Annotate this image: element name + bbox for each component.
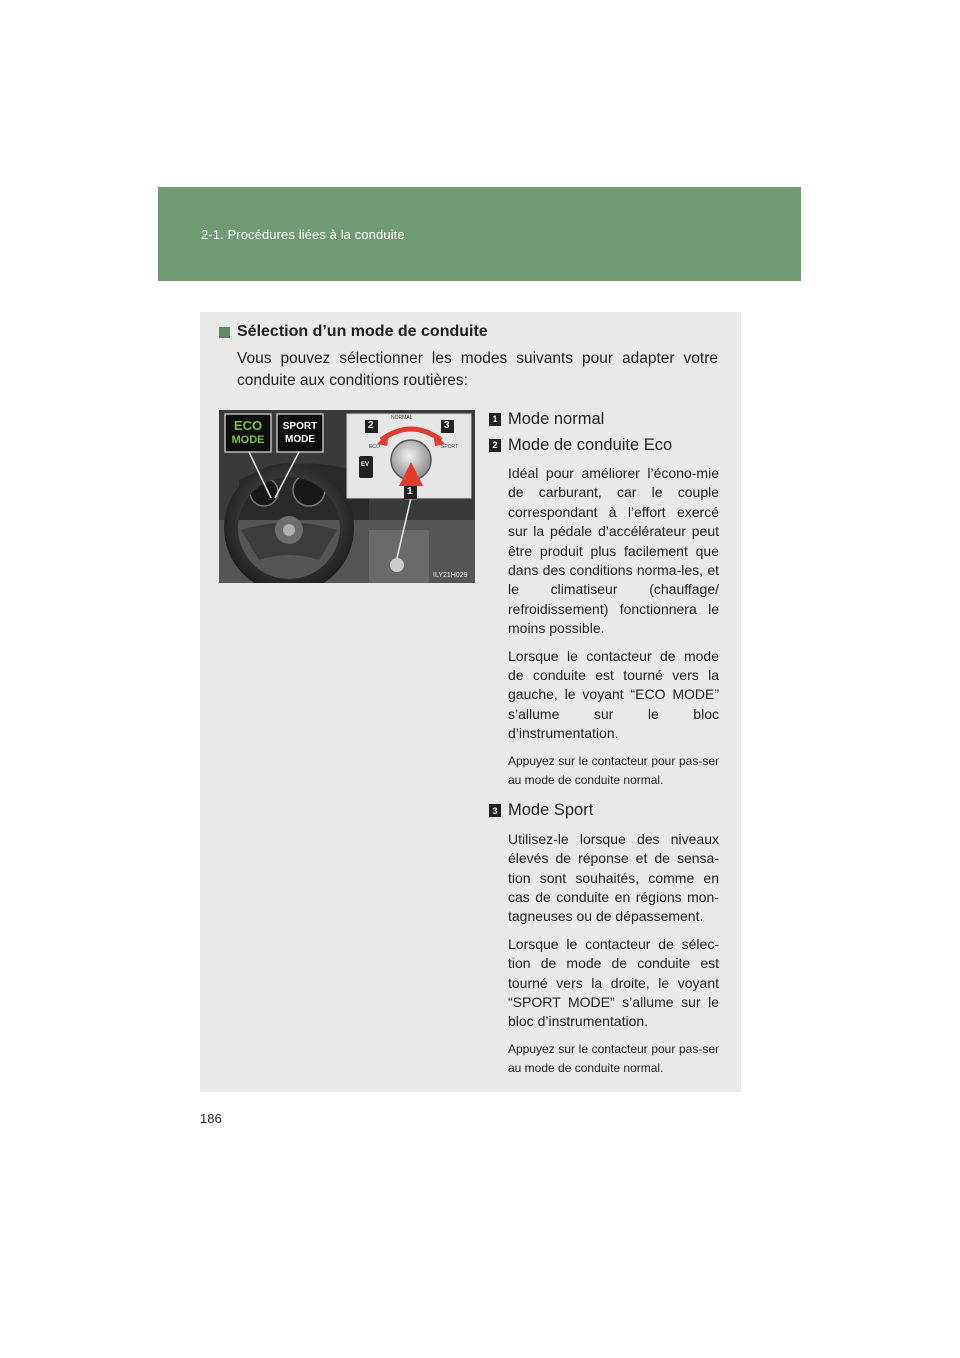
callout-3: 3 (444, 420, 450, 431)
content-panel (200, 312, 741, 1092)
callout-1: 1 (407, 486, 413, 497)
console-knob-small (390, 558, 404, 572)
mode-list (489, 406, 719, 1078)
item-description: Utilisez-le lorsque des niveaux élevés de réponse et de sensa-tion sont souhaités, comme en cas de conduite en régions mon-tagneuses ou de dépassement. (508, 830, 719, 925)
list-item (489, 432, 719, 790)
item-note: Appuyez sur le contacteur pour pas-ser au mode de conduite normal. (508, 1041, 719, 1075)
item-title: Mode normal (508, 409, 605, 428)
page-number: 186 (200, 1111, 222, 1126)
drive-mode-illustration (219, 410, 475, 583)
eco-mode-indicator: ECO MODE (231, 418, 265, 446)
chapter-title: 2-1. Procédures liées à la conduite (201, 227, 405, 242)
intro-paragraph: Vous pouvez sélectionner les modes suivants pour adapter votre conduite aux conditions routières: (237, 350, 718, 389)
number-badge: 2 (489, 439, 501, 452)
callout-2: 2 (368, 420, 374, 431)
square-bullet-icon (219, 327, 230, 338)
dial-eco-label: ECO (369, 444, 380, 450)
item-description: Lorsque le contacteur de mode de conduite est tourné vers la gauche, le voyant “ECO MODE” s’allume sur le bloc d’instrumentation. (508, 647, 719, 742)
item-description: Idéal pour améliorer l’écono-mie de carburant, car le couple correspondant à l’effort exercé sur la pédale d’accélérateur peut être produit plus facilement que dans des conditions norma-les, et le climatiseur (chauffage/ refroidissement) fonctionnera le moins possible. (508, 465, 719, 637)
item-title: Mode de conduite Eco (508, 435, 673, 454)
item-description: Lorsque le contacteur de sélec-tion de mode de conduite est tourné vers la droite, le voyant “SPORT MODE” s’allume sur le bloc d’instrumentation. (508, 935, 719, 1030)
illustration-ref-code: ILY21H029 (433, 572, 468, 579)
dial-sport-label: SPORT (441, 444, 459, 450)
section-title: Sélection d’un mode de conduite (237, 323, 488, 340)
number-badge: 1 (489, 413, 501, 426)
list-item (489, 798, 719, 1078)
item-heading (489, 432, 719, 458)
item-title: Mode Sport (508, 801, 594, 820)
dial-normal-label: NORMAL (391, 415, 413, 421)
section-heading (219, 323, 488, 341)
chapter-header (158, 187, 801, 281)
sport-mode-indicator: SPORT MODE (282, 421, 318, 445)
list-item (489, 406, 719, 432)
item-heading (489, 798, 719, 824)
ev-button-label: EV (361, 462, 370, 468)
item-note: Appuyez sur le contacteur pour pas-ser au mode de conduite normal. (508, 753, 719, 787)
number-badge: 3 (489, 804, 501, 817)
item-heading (489, 406, 719, 432)
